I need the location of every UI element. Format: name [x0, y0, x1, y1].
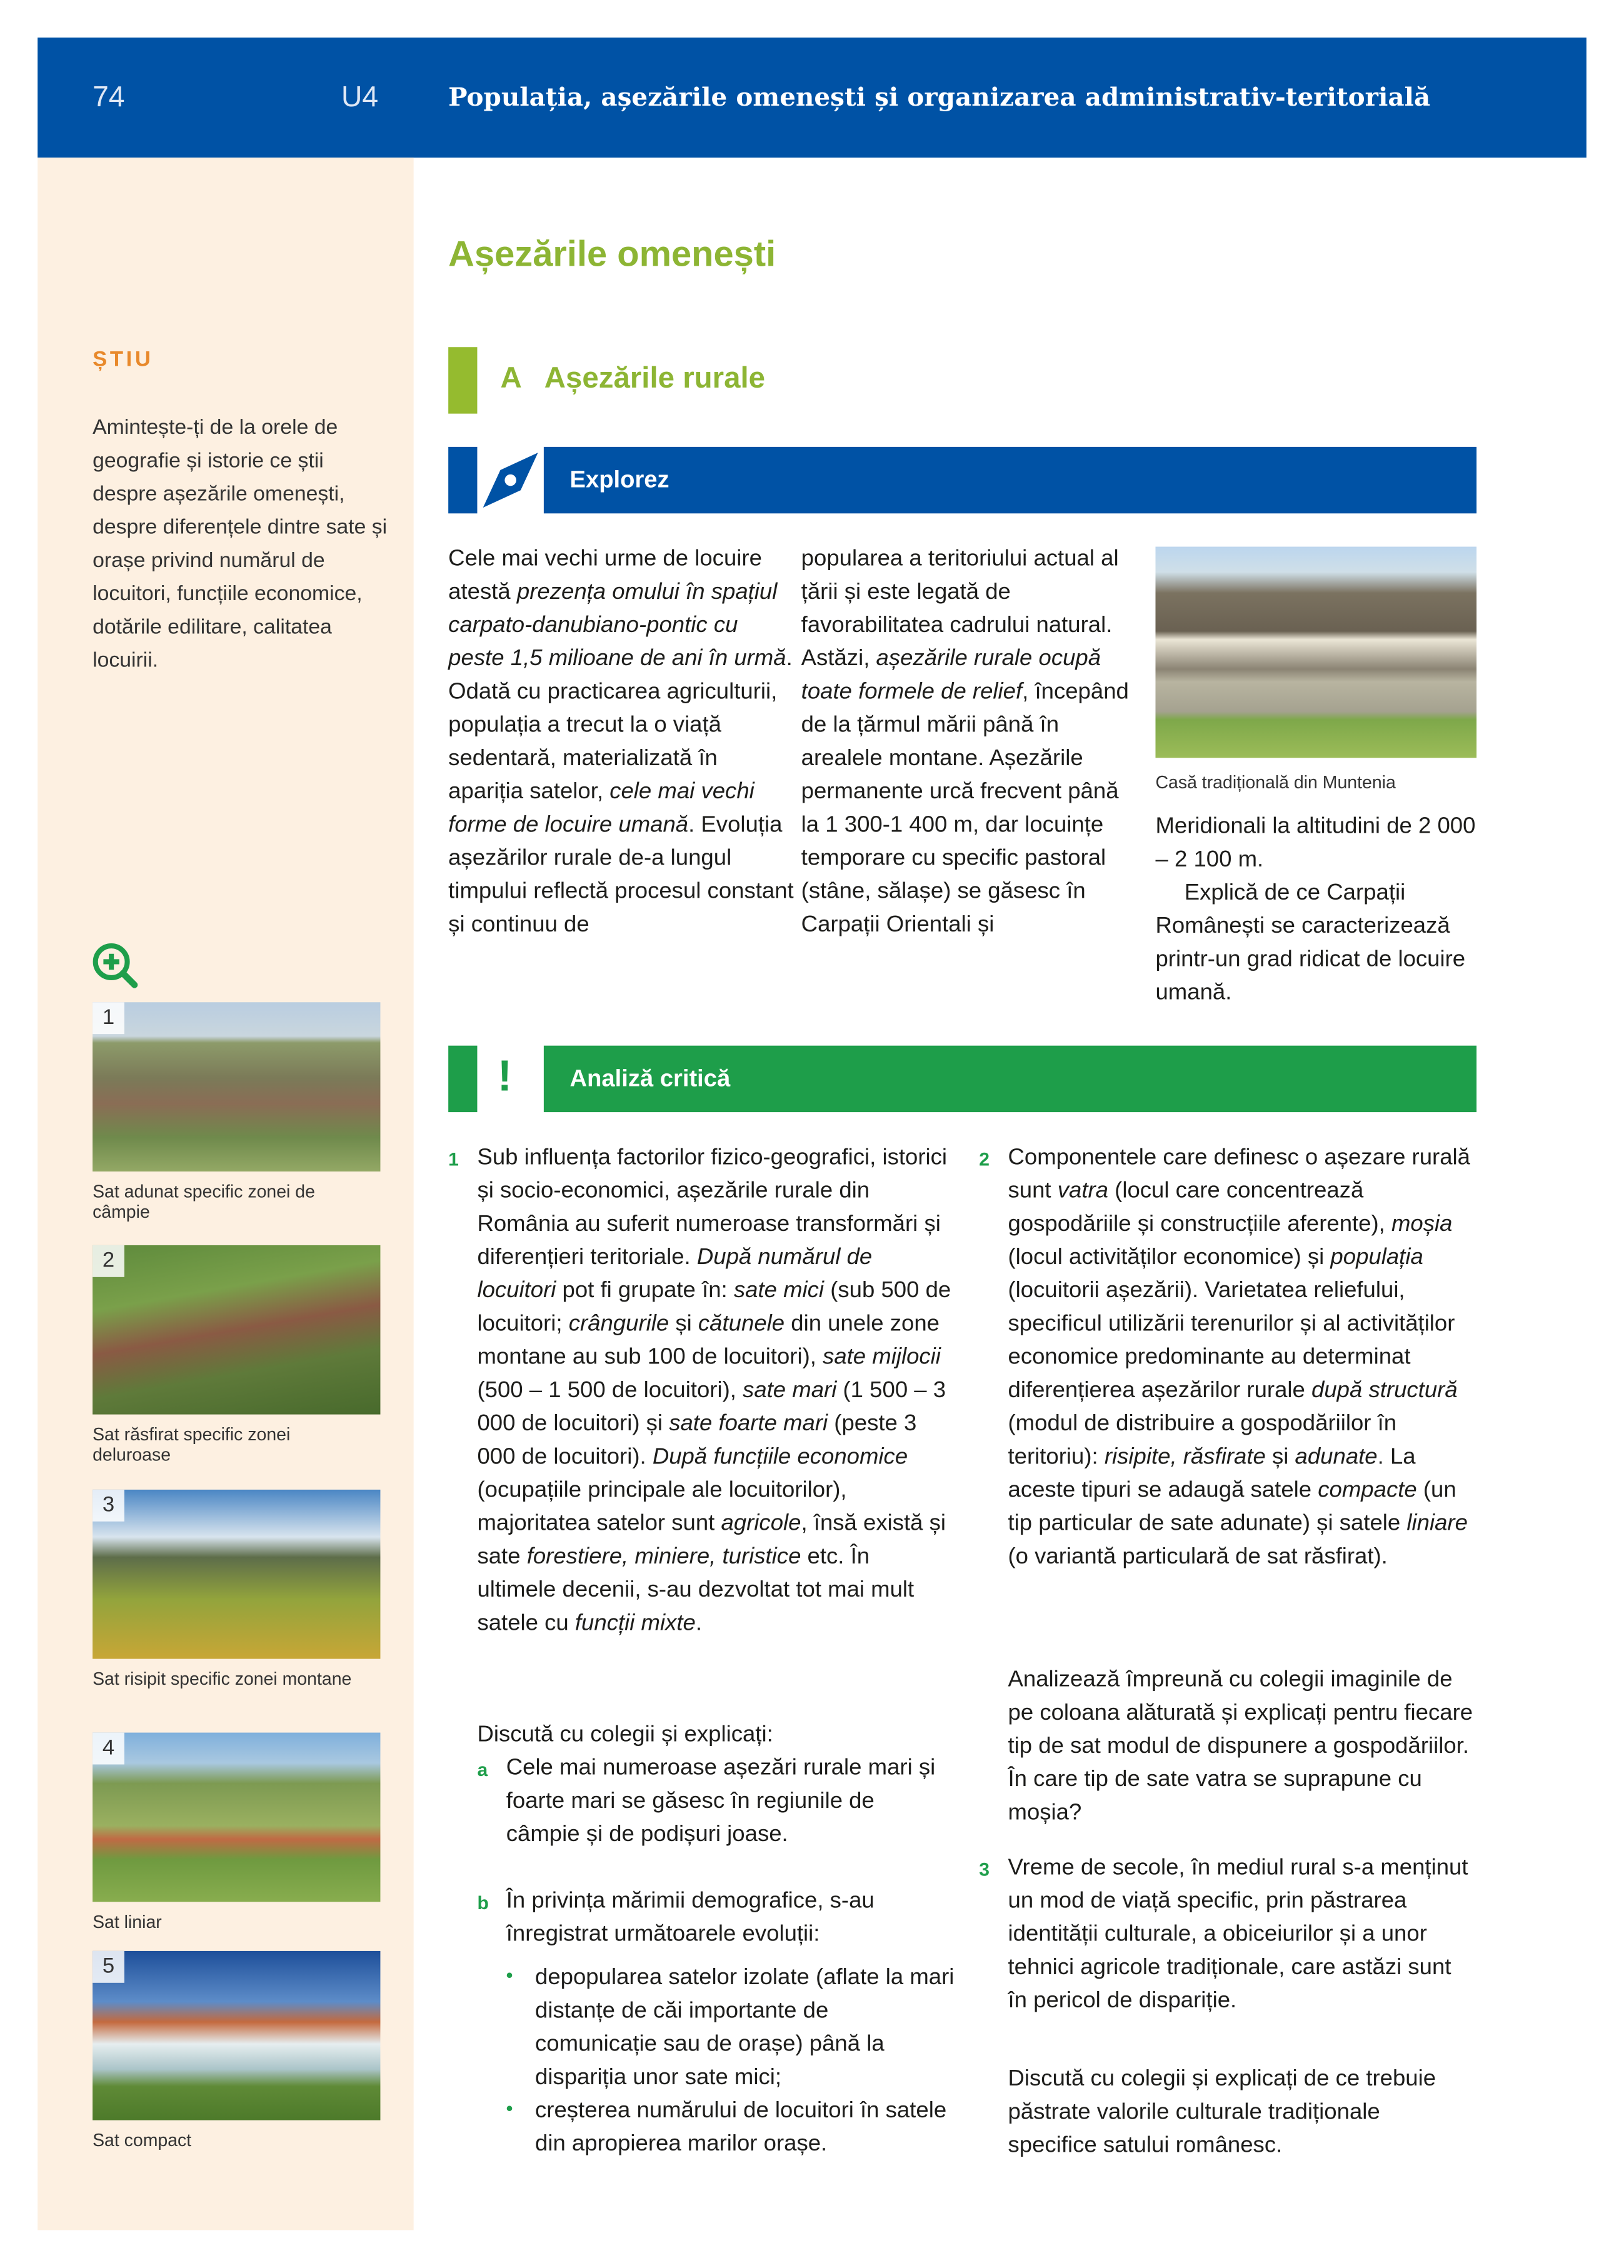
item-number: 1	[448, 1148, 459, 1170]
explore-banner: Explorez	[544, 447, 1476, 513]
page-header	[38, 38, 1586, 158]
sidebar-heading: ȘTIU	[93, 347, 154, 372]
page-number: 74	[93, 81, 125, 114]
photo-caption: Casă tradițională din Muntenia	[1155, 772, 1396, 793]
sub-item-label: b	[477, 1892, 489, 1914]
compass-icon	[480, 449, 541, 510]
item-3-task: Discută cu colegii și explicați de ce trebuie păstrate valorile culturale tradiționale specifice satului românesc.	[1008, 2066, 1436, 2158]
village-photo-1[interactable]: 1	[93, 1002, 380, 1172]
lesson-title: Așezările omenești	[448, 234, 776, 275]
item-1-text: Sub influența factorilor fizico-geografici, istorici și socio-economici, așezările rurale din România au suferit numeroase transformări și diferențieri teritoriale. După numărul de locuitori pot fi grupate în: sate mici (sub 500 de locuitori; crângurile și cătunele din unele zone montane au sub 100 de locuitori), sate mijlocii (500 – 1 500 de locuitori), sate mari (1 500 – 3 000 de locuitori) și sate foarte mari (peste 3 000 de locuitori). După funcțiile economice (ocupațiile principale ale locuitorilor), majoritatea satelor sunt agricole, însă există și sate forestiere, miniere, turistice etc. În ultimele decenii, s-au dezvoltat tot mai mult satele cu funcții mixte.	[477, 1145, 951, 1636]
explore-text-col1: Cele mai vechi urme de locuire atestă prezența omului în spațiul carpato-danubiano-pontic cu peste 1,5 milioane de ani în urmă. Odată cu practicarea agriculturii, populația a trecut la o viață sedentară, materializată în apariția satelor, cele mai vechi forme de locuire umană. Evoluția așezărilor rurale de-a lungul timpului reflectă procesul constant și continuu de	[448, 546, 794, 938]
sub-item-a: Cele mai numeroase așezări rurale mari și foarte mari se găsesc în regiunile de câmpie și de podișuri joase.	[506, 1755, 936, 1847]
chapter-title: Populația, așezările omenești și organizarea administrativ-teritorială	[448, 84, 1431, 113]
photo-caption: Sat risipit specific zonei montane	[93, 1668, 352, 1690]
bullet-item: creșterea numărului de locuitori în satele din apropierea marilor orașe.	[534, 2098, 947, 2157]
item-2-task: Analizează împreună cu colegii imaginile de pe coloana alăturată și explicați pentru fiecare tip de sat modul de dispunere a gospodăriilor. În care tip de sate vatra se suprapune cu moșia?	[1008, 1667, 1473, 1825]
critical-marker	[448, 1046, 477, 1112]
village-photo-4[interactable]: 4	[93, 1733, 380, 1902]
village-photo-3[interactable]: 3	[93, 1490, 380, 1659]
photo-caption: Sat răsfirat specific zonei deluroase	[93, 1424, 291, 1465]
sidebar-text: Amintește-ți de la orele de geografie și istorie ce știi despre așezările omenești, despre diferențele dintre sate și orașe privind numărul de locuitori, funcțiile economice, dotările edilitare, calitatea locuirii.	[93, 416, 388, 673]
sub-item-b: În privința mărimii demografice, s-au înregistrat următoarele evoluții:	[506, 1889, 875, 1947]
unit-label: U4	[341, 81, 379, 114]
item-2-text: Componentele care definesc o așezare rurală sunt vatra (locul care concentrează gospodăriile și construcțiile aferente), moșia (locul activităților economice) și populația (locuitorii așezării). Varietatea reliefului, specificul utilizării terenurilor și al activităților economice predominante au determinat diferențierea așezărilor rurale după structură (modul de distribuire a gospodăriilor în teritoriu): risipite, răsfirate și adunate. La aceste tipuri se adaugă satele compacte (un tip particular de sate adunate) și satele liniare (o variantă particulară de sat răsfirat).	[1008, 1145, 1470, 1570]
bullet-icon: •	[506, 1964, 513, 1986]
photo-caption: Sat adunat specific zonei de câmpie	[93, 1182, 315, 1222]
item-number: 3	[979, 1858, 990, 1880]
bullet-item: depopularea satelor izolate (aflate la mari distanțe de căi importante de comunicație sau de orașe) până la dispariția unor sate mici;	[534, 1965, 955, 2090]
critical-banner: Analiză critică	[544, 1046, 1476, 1112]
section-heading: A Așezările rurale	[500, 361, 766, 395]
village-photo-2[interactable]: 2	[93, 1245, 380, 1415]
zoom-in-icon[interactable]	[89, 940, 139, 990]
sub-item-label: a	[477, 1759, 488, 1780]
item-number: 2	[979, 1148, 990, 1170]
photo-caption: Sat compact	[93, 2130, 192, 2151]
explore-text-col2: popularea a teritoriului actual al țării și este legată de favorabilitatea cadrului natural. Astăzi, așezările rurale ocupă toate formele de relief, începând de la țărmul mării până în arealele montane. Așezările permanente urcă frecvent până la 1 300-1 400 m, dar locuințe temporare cu specific pastoral (stâne, sălașe) se găsesc în Carpații Orientali și	[801, 546, 1129, 938]
village-photo-5[interactable]: 5	[93, 1951, 380, 2120]
item-3-text: Vreme de secole, în mediul rural s-a menținut un mod de viață specific, prin păstrarea identității culturale, a obiceiurilor și a unor tehnici agricole tradiționale, care astăzi sunt în pericol de dispariție.	[1008, 1855, 1468, 2014]
exclamation-icon: !	[497, 1053, 512, 1101]
section-marker	[448, 347, 477, 413]
explore-marker	[448, 447, 477, 513]
bullet-icon: •	[506, 2097, 513, 2119]
traditional-house-photo[interactable]	[1155, 547, 1476, 758]
explore-text-col3: Meridionali la altitudini de 2 000 – 2 100 m. Explică de ce Carpații Românești se caracterizează printr-un grad ridicat de locuire umană.	[1155, 814, 1476, 1005]
discuss-prompt: Discută cu colegii și explicați:	[477, 1722, 773, 1747]
photo-caption: Sat liniar	[93, 1912, 162, 1932]
